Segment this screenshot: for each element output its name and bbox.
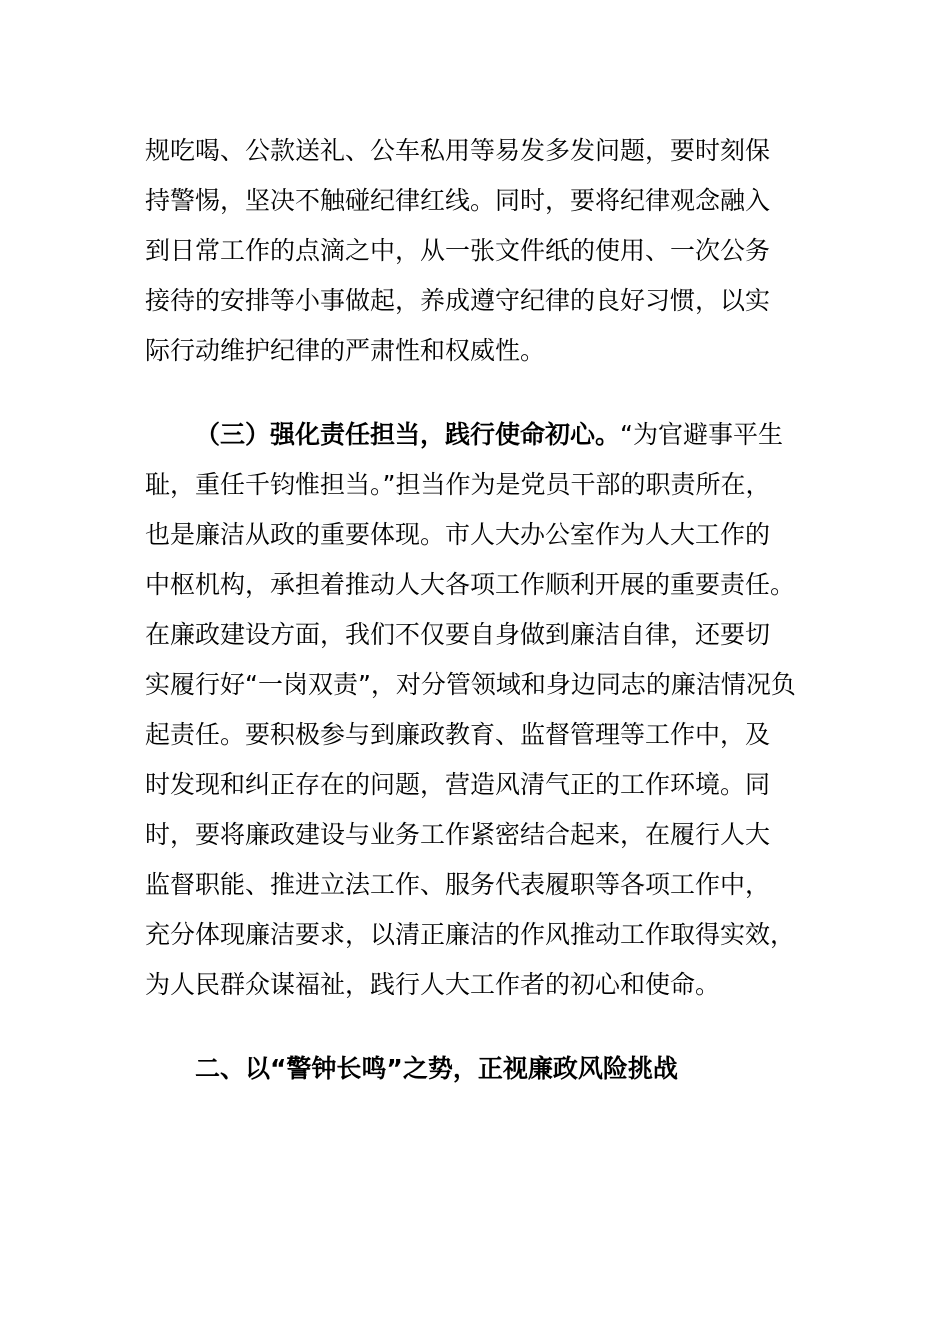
quote-start: “为官避事平生 xyxy=(620,420,783,449)
paragraph-line: 也是廉洁从政的重要体现。市人大办公室作为人大工作的 xyxy=(145,520,771,549)
paragraph-line: 监督职能、推进立法工作、服务代表履职等各项工作中， xyxy=(145,870,771,899)
paragraph-line: 在廉政建设方面，我们不仅要自身做到廉洁自律，还要切 xyxy=(145,620,771,649)
paragraph-line: 持警惕，坚决不触碰纪律红线。同时，要将纪律观念融入 xyxy=(145,186,771,215)
paragraph-first-line xyxy=(195,415,783,455)
paragraph-line: 中枢机构，承担着推动人大各项工作顺利开展的重要责任。 xyxy=(145,570,796,599)
subsection-heading: （三）强化责任担当，践行使命初心。 xyxy=(195,420,621,449)
paragraph-line: 耻，重任千钧惟担当。”担当作为是党员干部的职责所在， xyxy=(145,470,771,499)
paragraph-line: 规吃喝、公款送礼、公车私用等易发多发问题，要时刻保 xyxy=(145,136,771,165)
paragraph-line: 时，要将廉政建设与业务工作紧密结合起来，在履行人大 xyxy=(145,820,771,849)
paragraph-line: 起责任。要积极参与到廉政教育、监督管理等工作中，及 xyxy=(145,720,771,749)
paragraph-line: 接待的安排等小事做起，养成遵守纪律的良好习惯，以实 xyxy=(145,286,771,315)
paragraph-line: 实履行好“一岗双责”，对分管领域和身边同志的廉洁情况负 xyxy=(145,670,796,699)
paragraph-line: 际行动维护纪律的严肃性和权威性。 xyxy=(145,336,546,365)
paragraph-line: 时发现和纠正存在的问题，营造风清气正的工作环境。同 xyxy=(145,770,771,799)
paragraph-line: 充分体现廉洁要求，以清正廉洁的作风推动工作取得实效， xyxy=(145,920,796,949)
paragraph-line: 到日常工作的点滴之中，从一张文件纸的使用、一次公务 xyxy=(145,236,771,265)
paragraph-line: 为人民群众谋福祉，践行人大工作者的初心和使命。 xyxy=(145,970,721,999)
section-heading: 二、以“警钟长鸣”之势，正视廉政风险挑战 xyxy=(195,1054,678,1083)
